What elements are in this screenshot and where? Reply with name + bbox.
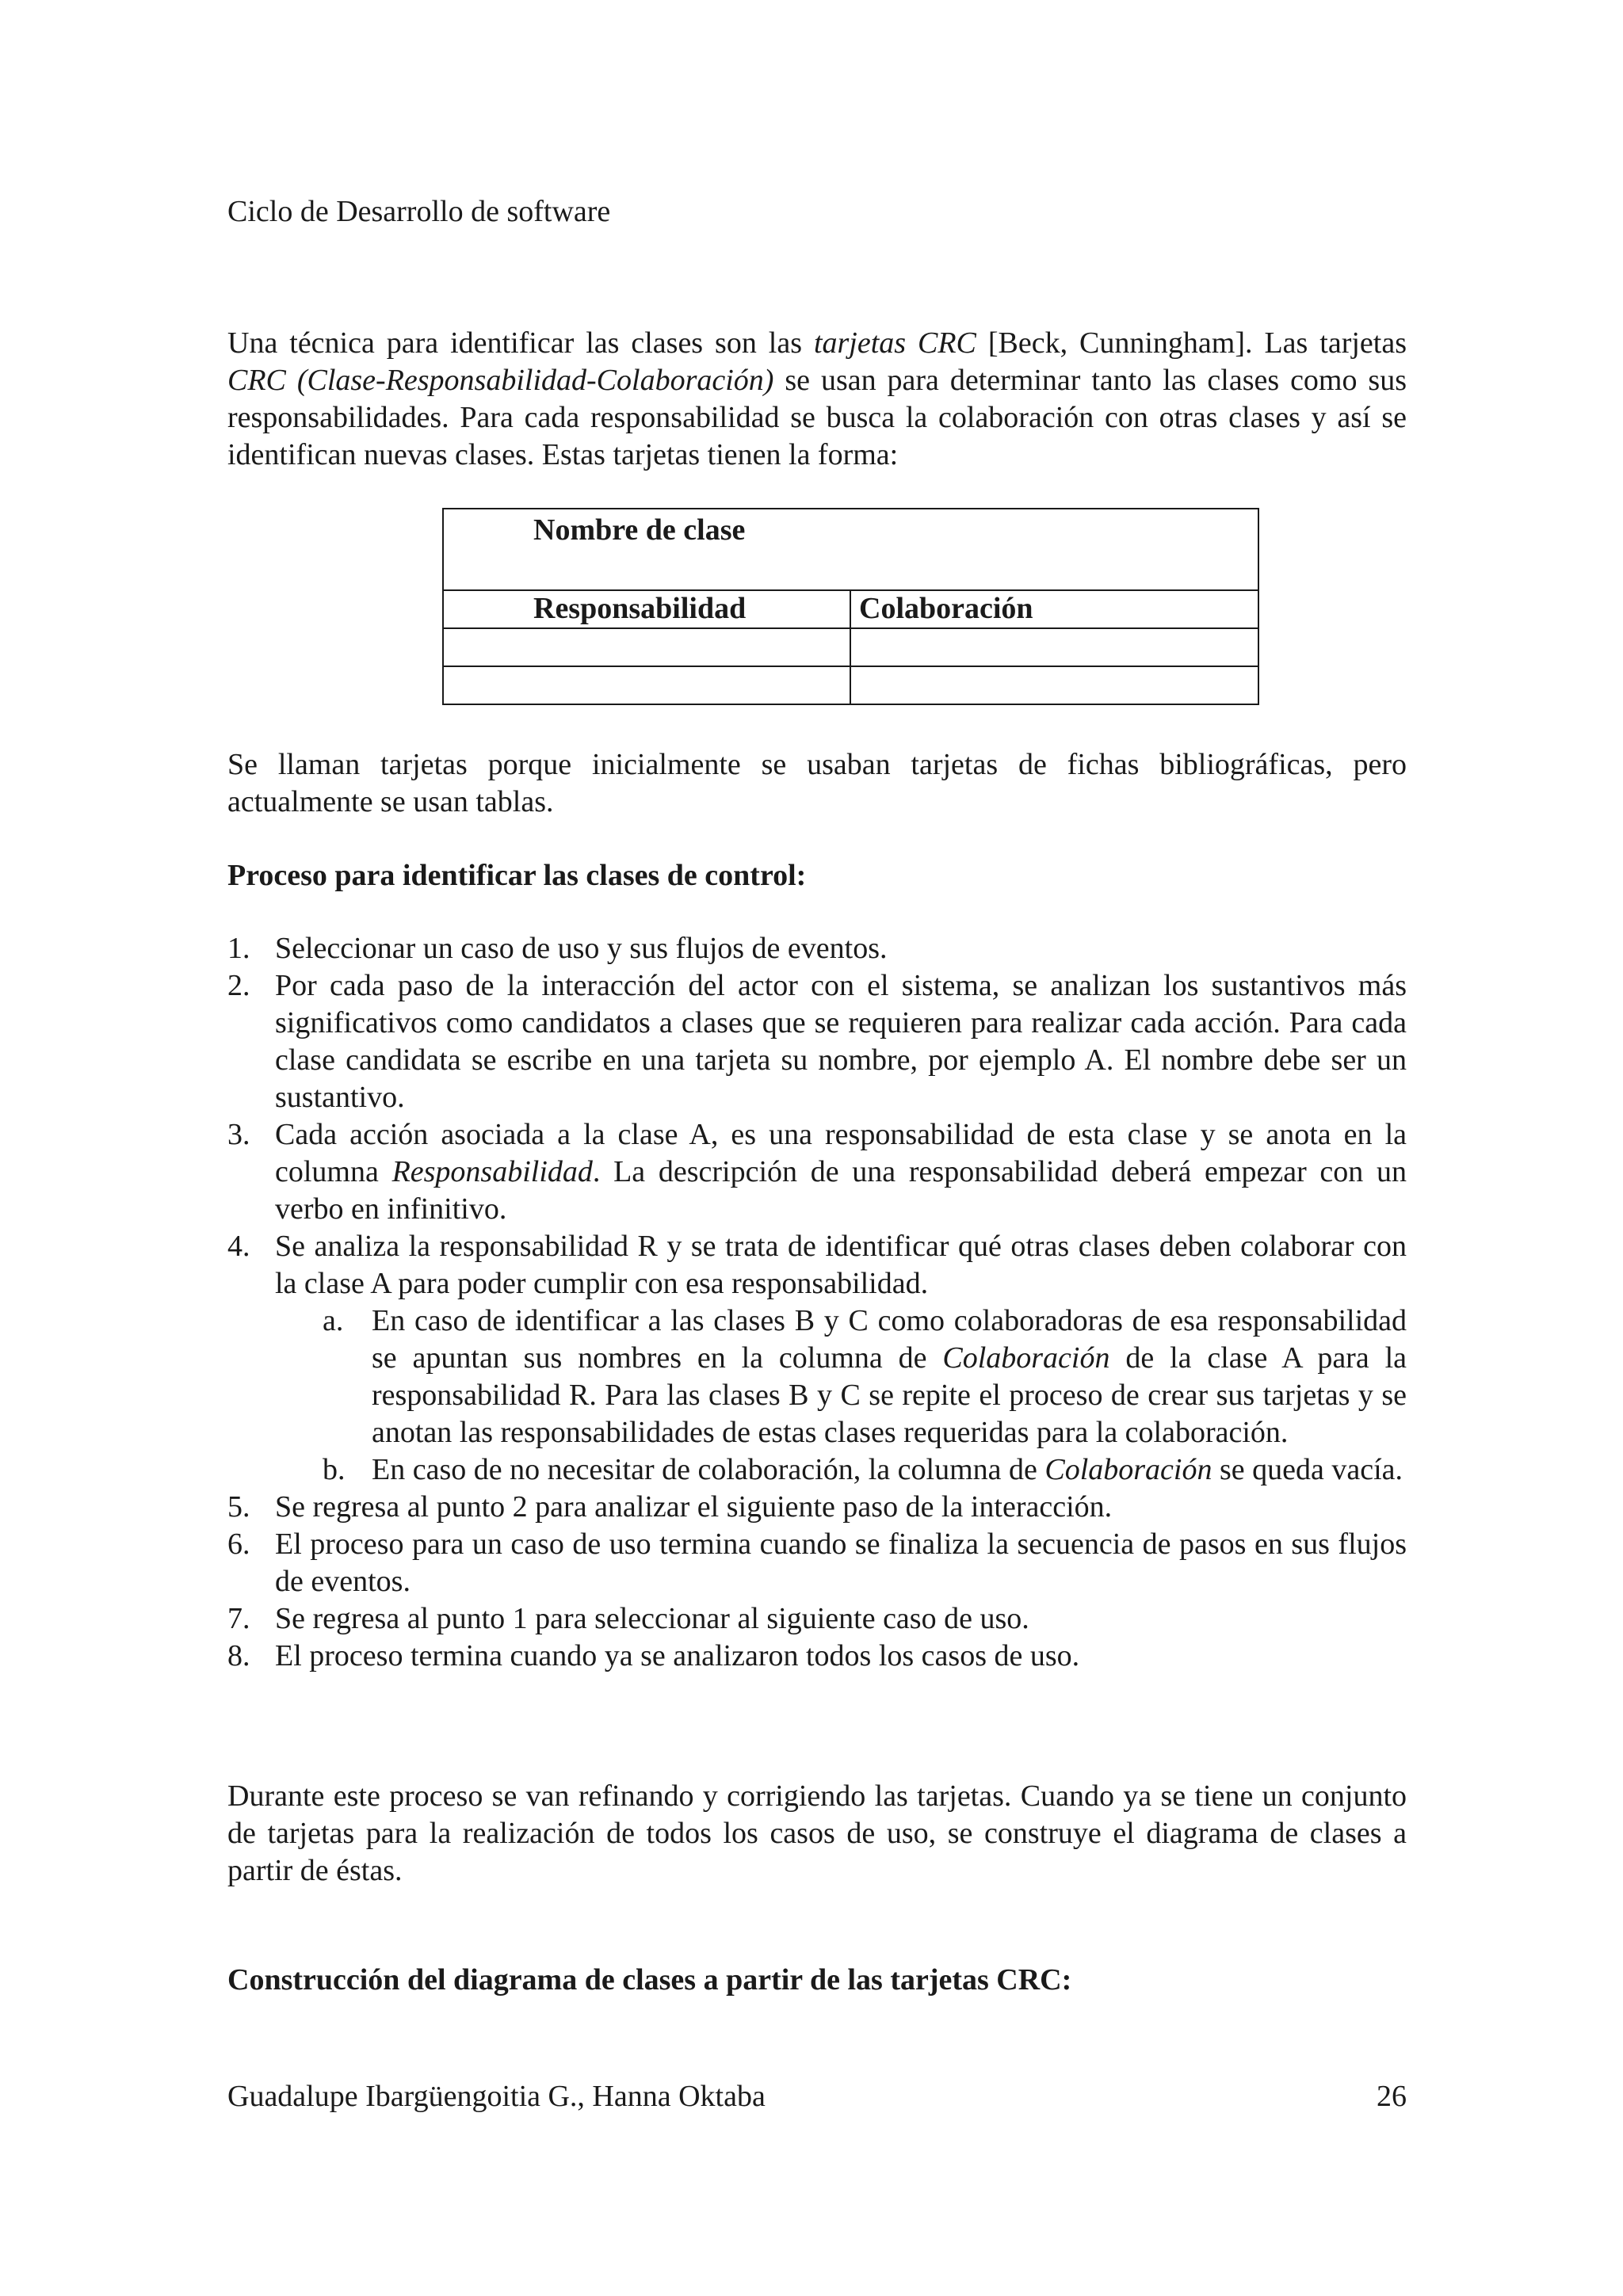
list-number: 8. (227, 1639, 250, 1672)
list-item (227, 1638, 1407, 1675)
list-item-text: Cada acción asociada a la clase A, es una responsabilidad de esta clase y se anota en la columna (275, 1118, 1407, 1188)
list-item-text: Por cada paso de la interacción del actor con el sistema, se analizan los sustantivos más significativos como candidatos a clases que se requieren para realizar cada acción. Para cada clase candidata se escribe en una tarjeta su nombre, por ejemplo A. El nombre debe ser un sustantivo. (275, 969, 1407, 1114)
list-item-text: Se regresa al punto 2 para analizar el siguiente paso de la interacción. (275, 1490, 1113, 1524)
crc-card-table (442, 508, 1259, 705)
intro-paragraph (227, 325, 1407, 474)
intro-text-2: [Beck, Cunningham]. Las tarjetas (976, 326, 1407, 360)
crc-empty-cell (850, 628, 1258, 666)
list-item (227, 1116, 1407, 1228)
list-item-term: Responsabilidad (391, 1155, 593, 1188)
list-letter: b. (323, 1453, 346, 1486)
cards-paragraph: Se llaman tarjetas porque inicialmente se usaban tarjetas de fichas bibliográficas, pero actualmente se usan tablas. (227, 748, 1407, 818)
crc-empty-cell (850, 666, 1258, 704)
list-item-text: de la clase A para la responsabilidad R. Para las clases B y C se repite el proceso de crear sus tarjetas y se anotan las responsabilidades de estas clases requeridas para la colaboración. (372, 1341, 1407, 1449)
sub-list-item (323, 1451, 1407, 1489)
list-letter: a. (323, 1304, 344, 1337)
list-item-text: El proceso termina cuando ya se analizaron todos los casos de uso. (275, 1639, 1080, 1672)
list-item-text: El proceso para un caso de uso termina cuando se finaliza la secuencia de pasos en sus flujos de eventos. (275, 1527, 1407, 1598)
process-heading: Proceso para identificar las clases de control: (227, 859, 807, 892)
list-item-text: Seleccionar un caso de uso y sus flujos de eventos. (275, 932, 888, 965)
page-number: 26 (1377, 2080, 1407, 2113)
crc-collaboration-header: Colaboración (850, 590, 1258, 628)
intro-term-crc: tarjetas CRC (813, 326, 976, 360)
footer-authors: Guadalupe Ibargüengoitia G., Hanna Oktaba (227, 2080, 766, 2113)
list-item-text: Se regresa al punto 1 para seleccionar al siguiente caso de uso. (275, 1602, 1029, 1635)
list-item-text: En caso de identificar a las clases B y C como colaboradoras de esa responsabilidad se apuntan sus nombres en la columna de (372, 1304, 1407, 1375)
list-number: 1. (227, 932, 250, 965)
list-item-text: . La descripción de una responsabilidad deberá empezar con un verbo en infinitivo. (275, 1155, 1407, 1226)
crc-responsibility-header: Responsabilidad (443, 590, 850, 628)
list-item (227, 1228, 1407, 1489)
list-item (227, 1600, 1407, 1638)
list-item (227, 930, 1407, 967)
intro-text-3: se usan para determinar tanto las clases como sus responsabilidades. Para cada responsabilidad se busca la colaboración con otras clases y así se identifican nuevas clases. Estas tarjetas tienen la forma: (227, 364, 1407, 471)
process-steps (227, 930, 1407, 1675)
refine-paragraph: Durante este proceso se van refinando y corrigiendo las tarjetas. Cuando ya se tiene un conjunto de tarjetas para la realización de todos los casos de uso, se construye el diagrama de clases a partir de éstas. (227, 1779, 1407, 1887)
list-item (227, 1489, 1407, 1526)
list-item-text: Se analiza la responsabilidad R y se trata de identificar qué otras clases deben colaborar con la clase A para poder cumplir con esa responsabilidad. (275, 1230, 1407, 1300)
list-item (227, 967, 1407, 1116)
crc-empty-cell (443, 628, 850, 666)
list-number: 5. (227, 1490, 250, 1524)
list-number: 2. (227, 969, 250, 1002)
list-item-text: En caso de no necesitar de colaboración, la columna de (372, 1453, 1045, 1486)
list-item (227, 1526, 1407, 1600)
crc-empty-cell (443, 666, 850, 704)
list-item-term: Colaboración (1044, 1453, 1212, 1486)
list-item-text: se queda vacía. (1212, 1453, 1403, 1486)
list-number: 4. (227, 1230, 250, 1263)
sub-list-item (323, 1302, 1407, 1451)
list-number: 6. (227, 1527, 250, 1561)
list-number: 3. (227, 1118, 250, 1151)
crc-class-name-cell: Nombre de clase (443, 509, 1258, 590)
page-header: Ciclo de Desarrollo de software (227, 195, 611, 228)
list-number: 7. (227, 1602, 250, 1635)
intro-term-crc-expanded: CRC (Clase-Responsabilidad-Colaboración) (227, 364, 774, 397)
list-item-term: Colaboración (942, 1341, 1110, 1375)
intro-text-1: Una técnica para identificar las clases son las (227, 326, 814, 360)
construction-heading: Construcción del diagrama de clases a partir de las tarjetas CRC: (227, 1963, 1072, 1997)
